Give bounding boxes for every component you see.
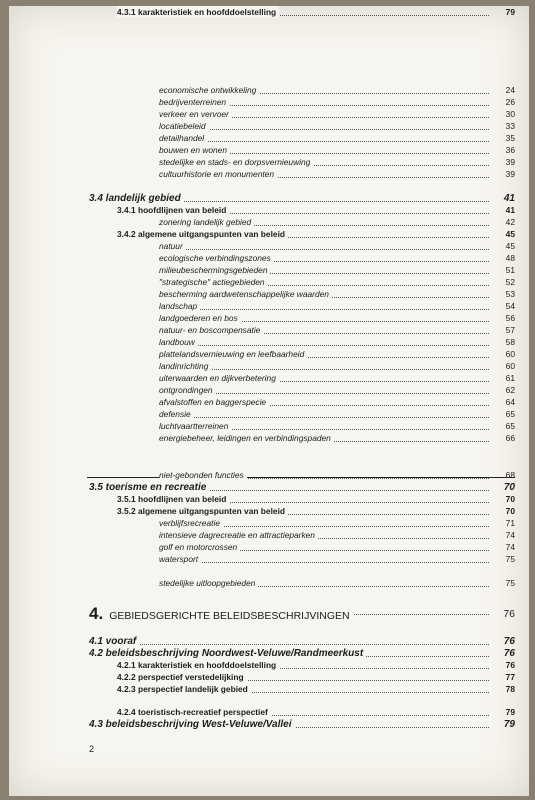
- toc-page-number: 77: [505, 672, 515, 682]
- toc-page-number: 56: [505, 313, 515, 323]
- toc-page-number: 41: [505, 205, 515, 215]
- toc-entry-title: landschap: [159, 300, 200, 312]
- toc-page-number: 65: [505, 421, 515, 431]
- chapter-number: 4.: [89, 604, 104, 623]
- toc-entry-title: natuur: [159, 240, 186, 252]
- toc-page-number: 78: [505, 684, 515, 694]
- toc-page-number: 26: [505, 97, 515, 107]
- toc-entry-title: bouwen en wonen: [159, 144, 230, 156]
- toc-entry-title: defensie: [159, 408, 194, 420]
- toc-page-number: 76: [505, 660, 515, 670]
- toc-entry-title: [89, 605, 353, 625]
- toc-entry-title: 3.5.2 algemene uitgangspunten van beleid: [117, 505, 288, 517]
- toc-page-number: 58: [505, 337, 515, 347]
- toc-entry-title: 3.5 toerisme en recreatie: [89, 481, 209, 495]
- toc-entry-title: 4.2.1 karakteristiek en hoofddoelstelling: [117, 659, 279, 671]
- toc-entry: [9, 683, 529, 695]
- toc-entry-title: bedrijventerreinen: [159, 96, 229, 108]
- toc-entry-title: 3.5.1 hoofdlijnen van beleid: [117, 493, 229, 505]
- toc-page: [9, 6, 529, 796]
- toc-entry-title: stedelijke en stads- en dorpsvernieuwing: [159, 156, 313, 168]
- toc-entry-title: zonering landelijk gebied: [159, 216, 254, 228]
- toc-entry-title: 3.4.1 hoofdlijnen van beleid: [117, 204, 229, 216]
- toc-page-number: 70: [505, 494, 515, 504]
- toc-page-number: 60: [505, 349, 515, 359]
- toc-page-number: 71: [505, 518, 515, 528]
- toc-page-number: 39: [505, 157, 515, 167]
- toc-entry-title: 4.3 beleidsbeschrijving West-Veluwe/Vallei: [89, 718, 295, 732]
- toc-entry-title: detailhandel: [159, 132, 207, 144]
- toc-page-number: 68: [505, 470, 515, 480]
- toc-page-number: 79: [505, 707, 515, 717]
- toc-entry-title: intensieve dagrecreatie en attractieparken: [159, 529, 318, 541]
- toc-page-number: 75: [505, 554, 515, 564]
- toc-page-number: 42: [505, 217, 515, 227]
- toc-entry: [9, 553, 529, 565]
- chapter-title: GEBIEDSGERICHTE BELEIDSBESCHRIJVINGEN: [109, 610, 350, 622]
- toc-entry-title: afvalstoffen en baggerspecie: [159, 396, 269, 408]
- toc-entry-title: 4.2.4 toeristisch-recreatief perspectief: [117, 706, 271, 718]
- toc-entry-title: verkeer en vervoer: [159, 108, 232, 120]
- toc-entry-title: "strategische" actiegebieden: [159, 276, 268, 288]
- toc-page-number: 54: [505, 301, 515, 311]
- toc-page-number: 48: [505, 253, 515, 263]
- toc-page-number: 74: [505, 530, 515, 540]
- toc-entry-title: plattelandsvernieuwing en leefbaarheid: [159, 348, 307, 360]
- toc-page-number: 45: [505, 229, 515, 239]
- toc-entry-title: energiebeheer, leidingen en verbindingspaden: [159, 432, 334, 444]
- toc-entry: [9, 605, 529, 623]
- toc-entry-title: ecologische verbindingszones: [159, 252, 274, 264]
- toc-entry-title: bescherming aardwetenschappelijke waarden: [159, 288, 332, 300]
- toc-entry: [9, 432, 529, 444]
- toc-entry-title: 3.4.2 algemene uitgangspunten van beleid: [117, 228, 288, 240]
- toc-page-number: 24: [505, 85, 515, 95]
- toc-page-number: 53: [505, 289, 515, 299]
- toc-entry-title: watersport: [159, 553, 201, 565]
- toc-entry-title: natuur- en boscompensatie: [159, 324, 263, 336]
- page-number: 2: [89, 744, 95, 754]
- toc-page-number: 52: [505, 277, 515, 287]
- toc-page-number: 41: [503, 193, 515, 204]
- toc-page-number: 66: [505, 433, 515, 443]
- toc-page-number: 75: [505, 578, 515, 588]
- toc-page-number: 70: [505, 506, 515, 516]
- toc-entry-title: 4.2 beleidsbeschrijving Noordwest-Veluwe/Randmeerkust: [89, 647, 366, 661]
- toc-entry: [9, 168, 529, 180]
- toc-entry-title: locatiebeleid: [159, 120, 209, 132]
- toc-entry-title: luchtvaartterreinen: [159, 420, 231, 432]
- toc-entry-title: verblijfsrecreatie: [159, 517, 223, 529]
- toc-entry-title: 4.3.1 karakteristiek en hoofddoelstelling: [117, 6, 279, 18]
- toc-page-number: 79: [503, 719, 515, 730]
- toc-entry-title: ontgrondingen: [159, 384, 216, 396]
- toc-entry-title: 4.2.2 perspectief verstedelijking: [117, 671, 247, 683]
- toc-page-number: 45: [505, 241, 515, 251]
- toc-page-number: 35: [505, 133, 515, 143]
- toc-entry-title: landinrichting: [159, 360, 211, 372]
- toc-page-number: 76: [503, 648, 515, 659]
- toc-entry-title: cultuurhistorie en monumenten: [159, 168, 277, 180]
- toc-page-number: 61: [505, 373, 515, 383]
- toc-entry: [9, 718, 529, 732]
- toc-entry-title: niet-gebonden functies: [159, 469, 247, 481]
- toc-entry-title: stedelijke uitloopgebieden: [159, 577, 258, 589]
- toc-page-number: 76: [503, 608, 515, 620]
- toc-page-number: 36: [505, 145, 515, 155]
- toc-page-number: 74: [505, 542, 515, 552]
- toc-entry-title: 4.2.3 perspectief landelijk gebied: [117, 683, 251, 695]
- toc-entry-title: landbouw: [159, 336, 198, 348]
- toc-entry: [9, 6, 529, 18]
- toc-page-number: 70: [503, 482, 515, 493]
- toc-page-number: 51: [505, 265, 515, 275]
- toc-page-number: 64: [505, 397, 515, 407]
- toc-page-number: 60: [505, 361, 515, 371]
- toc-entry: [9, 577, 529, 589]
- toc-page-number: 62: [505, 385, 515, 395]
- toc-page-number: 79: [505, 7, 515, 17]
- toc-entry-title: economische ontwikkeling: [159, 84, 259, 96]
- toc-page-number: 76: [503, 636, 515, 647]
- toc-entry-title: landgoederen en bos: [159, 312, 241, 324]
- toc-entry-title: uiterwaarden en dijkverbetering: [159, 372, 279, 384]
- toc-entry-title: golf en motorcrossen: [159, 541, 240, 553]
- toc-page-number: 30: [505, 109, 515, 119]
- toc-page-number: 39: [505, 169, 515, 179]
- toc-page-number: 33: [505, 121, 515, 131]
- toc-entry-title: 4.1 vooraf: [89, 635, 139, 649]
- toc-entry-title: 3.4 landelijk gebied: [89, 192, 184, 206]
- toc-page-number: 57: [505, 325, 515, 335]
- toc-page-number: 65: [505, 409, 515, 419]
- toc-entry-title: milieubeschermingsgebieden: [159, 264, 270, 276]
